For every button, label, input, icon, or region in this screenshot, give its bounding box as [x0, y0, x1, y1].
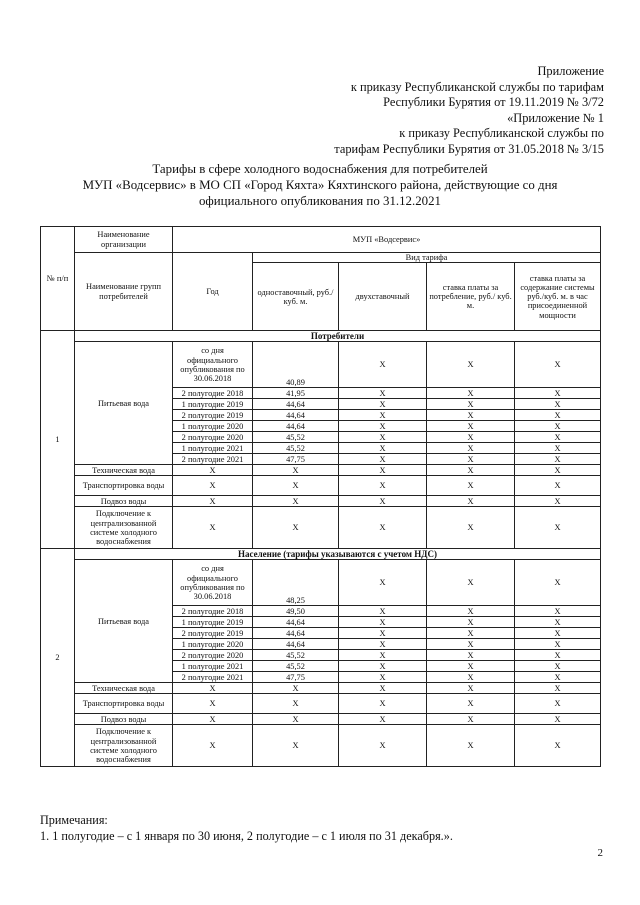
period-cell: 1 полугодие 2019: [173, 617, 253, 628]
two-part-tariff-cell: Х: [339, 650, 427, 661]
one-part-tariff-cell: Х: [253, 714, 339, 725]
one-part-tariff-cell: Х: [253, 476, 339, 496]
rate-consumption-cell: Х: [427, 399, 515, 410]
period-cell: 2 полугодие 2020: [173, 650, 253, 661]
period-cell: 1 полугодие 2021: [173, 661, 253, 672]
period-cell: 2 полугодие 2018: [173, 388, 253, 399]
consumer-group-name: Подвоз воды: [75, 496, 173, 507]
rate-maintenance-cell: Х: [515, 432, 601, 443]
title-line: МУП «Водсервис» в МО СП «Город Кяхта» Кяхтинского района, действующие со дня: [82, 178, 558, 192]
two-part-tariff-cell: Х: [339, 342, 427, 388]
period-cell: Х: [173, 465, 253, 476]
period-cell: Х: [173, 507, 253, 549]
rate-consumption-cell: Х: [427, 560, 515, 606]
table-row: [41, 683, 601, 694]
rate-maintenance-cell: Х: [515, 628, 601, 639]
rate-maintenance-cell: Х: [515, 661, 601, 672]
one-part-tariff-cell: 44,64: [253, 628, 339, 639]
header-two-part: двухставочный: [339, 263, 427, 331]
period-cell: 2 полугодие 2019: [173, 410, 253, 421]
two-part-tariff-cell: Х: [339, 560, 427, 606]
rate-maintenance-cell: Х: [515, 650, 601, 661]
header-line: к приказу Республиканской службы по тарифам: [350, 79, 604, 94]
rate-consumption-cell: Х: [427, 661, 515, 672]
rate-maintenance-cell: Х: [515, 399, 601, 410]
section-header-row: [41, 331, 601, 342]
header-tariff-type: Вид тарифа: [253, 253, 601, 263]
rate-maintenance-cell: Х: [515, 683, 601, 694]
one-part-tariff-cell: 47,75: [253, 672, 339, 683]
rate-consumption-cell: Х: [427, 694, 515, 714]
tariff-table: [40, 226, 601, 767]
period-cell: 2 полугодие 2019: [173, 628, 253, 639]
two-part-tariff-cell: Х: [339, 388, 427, 399]
table-row: [41, 714, 601, 725]
period-cell: Х: [173, 496, 253, 507]
rate-consumption-cell: Х: [427, 476, 515, 496]
consumer-group-drinking-water: Питьевая вода: [75, 560, 173, 683]
one-part-tariff-cell: 44,64: [253, 410, 339, 421]
section-title: Население (тарифы указываются с учетом НДС): [75, 549, 601, 560]
rate-maintenance-cell: Х: [515, 560, 601, 606]
rate-consumption-cell: Х: [427, 410, 515, 421]
table-row: [41, 496, 601, 507]
two-part-tariff-cell: Х: [339, 421, 427, 432]
one-part-tariff-cell: 49,50: [253, 606, 339, 617]
rate-maintenance-cell: Х: [515, 443, 601, 454]
period-cell: Х: [173, 694, 253, 714]
two-part-tariff-cell: Х: [339, 628, 427, 639]
period-cell: Х: [173, 714, 253, 725]
one-part-tariff-cell: Х: [253, 683, 339, 694]
header-line: Республики Бурятия от 19.11.2019 № 3/72: [383, 95, 604, 110]
rate-maintenance-cell: Х: [515, 672, 601, 683]
header-rate-maintenance: ставка платы за содержание системы руб./куб. м. в час присоединенной мощности: [515, 263, 601, 331]
header-number: № п/п: [41, 227, 75, 331]
notes: [40, 812, 453, 844]
rate-consumption-cell: Х: [427, 617, 515, 628]
table-row: [41, 694, 601, 714]
period-cell: со дня официального опубликования по 30.06.2018: [173, 342, 253, 388]
table-row: [41, 476, 601, 496]
one-part-tariff-cell: 45,52: [253, 661, 339, 672]
rate-consumption-cell: Х: [427, 388, 515, 399]
two-part-tariff-cell: Х: [339, 606, 427, 617]
rate-maintenance-cell: Х: [515, 342, 601, 388]
rate-maintenance-cell: Х: [515, 476, 601, 496]
rate-consumption-cell: Х: [427, 432, 515, 443]
period-cell: со дня официального опубликования по 30.06.2018: [173, 560, 253, 606]
two-part-tariff-cell: Х: [339, 476, 427, 496]
two-part-tariff-cell: Х: [339, 410, 427, 421]
rate-consumption-cell: Х: [427, 454, 515, 465]
rate-maintenance-cell: Х: [515, 725, 601, 767]
period-cell: 1 полугодие 2020: [173, 421, 253, 432]
one-part-tariff-cell: 45,52: [253, 443, 339, 454]
rate-consumption-cell: Х: [427, 650, 515, 661]
rate-maintenance-cell: Х: [515, 388, 601, 399]
one-part-tariff-cell: 41,95: [253, 388, 339, 399]
rate-consumption-cell: Х: [427, 714, 515, 725]
two-part-tariff-cell: Х: [339, 714, 427, 725]
rate-maintenance-cell: Х: [515, 465, 601, 476]
rate-consumption-cell: Х: [427, 683, 515, 694]
two-part-tariff-cell: Х: [339, 399, 427, 410]
rate-consumption-cell: Х: [427, 606, 515, 617]
one-part-tariff-cell: 44,64: [253, 639, 339, 650]
period-cell: Х: [173, 725, 253, 767]
rate-maintenance-cell: Х: [515, 639, 601, 650]
title-line: Тарифы в сфере холодного водоснабжения для потребителей: [152, 162, 488, 176]
two-part-tariff-cell: Х: [339, 725, 427, 767]
table-row: [41, 725, 601, 767]
consumer-group-name: Подключение к централизованной системе холодного водоснабжения: [75, 725, 173, 767]
header-consumer-groups: Наименование групп потребителей: [75, 253, 173, 331]
one-part-tariff-cell: 45,52: [253, 650, 339, 661]
two-part-tariff-cell: Х: [339, 496, 427, 507]
rate-consumption-cell: Х: [427, 639, 515, 650]
consumer-group-drinking-water: Питьевая вода: [75, 342, 173, 465]
document-title: [60, 161, 580, 209]
two-part-tariff-cell: Х: [339, 661, 427, 672]
notes-text: 1. 1 полугодие – с 1 января по 30 июня, 2 полугодие – с 1 июля по 31 декабря.».: [40, 829, 453, 843]
title-line: официального опубликования по 31.12.2021: [198, 194, 442, 208]
table-row: [41, 342, 601, 388]
rate-maintenance-cell: Х: [515, 507, 601, 549]
one-part-tariff-cell: 47,75: [253, 454, 339, 465]
one-part-tariff-cell: 48,25: [253, 560, 339, 606]
notes-title: Примечания:: [40, 813, 108, 827]
two-part-tariff-cell: Х: [339, 432, 427, 443]
one-part-tariff-cell: Х: [253, 694, 339, 714]
rate-consumption-cell: Х: [427, 342, 515, 388]
header-rate-consumption: ставка платы за потребление, руб./ куб. м.: [427, 263, 515, 331]
rate-consumption-cell: Х: [427, 725, 515, 767]
rate-consumption-cell: Х: [427, 465, 515, 476]
two-part-tariff-cell: Х: [339, 672, 427, 683]
rate-maintenance-cell: Х: [515, 454, 601, 465]
one-part-tariff-cell: Х: [253, 465, 339, 476]
two-part-tariff-cell: Х: [339, 465, 427, 476]
rate-consumption-cell: Х: [427, 672, 515, 683]
period-cell: 2 полугодие 2020: [173, 432, 253, 443]
rate-consumption-cell: Х: [427, 496, 515, 507]
rate-consumption-cell: Х: [427, 443, 515, 454]
period-cell: 2 полугодие 2021: [173, 672, 253, 683]
rate-maintenance-cell: Х: [515, 421, 601, 432]
rate-consumption-cell: Х: [427, 628, 515, 639]
header-line: тарифам Республики Бурятия от 31.05.2018 № 3/15: [334, 141, 604, 156]
table-row: [41, 560, 601, 606]
consumer-group-name: Техническая вода: [75, 465, 173, 476]
section-header-row: [41, 549, 601, 560]
one-part-tariff-cell: 45,52: [253, 432, 339, 443]
period-cell: 2 полугодие 2018: [173, 606, 253, 617]
consumer-group-name: Транспортировка воды: [75, 476, 173, 496]
period-cell: Х: [173, 683, 253, 694]
consumer-group-name: Техническая вода: [75, 683, 173, 694]
header-line: «Приложение № 1: [507, 110, 604, 125]
section-number: 2: [41, 549, 75, 767]
consumer-group-name: Транспортировка воды: [75, 694, 173, 714]
consumer-group-name: Подключение к централизованной системе холодного водоснабжения: [75, 507, 173, 549]
consumer-group-name: Подвоз воды: [75, 714, 173, 725]
header-one-part: одноставочный, руб./ куб. м.: [253, 263, 339, 331]
rate-maintenance-cell: Х: [515, 606, 601, 617]
two-part-tariff-cell: Х: [339, 454, 427, 465]
one-part-tariff-cell: 44,64: [253, 421, 339, 432]
rate-maintenance-cell: Х: [515, 694, 601, 714]
two-part-tariff-cell: Х: [339, 639, 427, 650]
header-line: к приказу Республиканской службы по: [399, 126, 604, 141]
section-number: 1: [41, 331, 75, 549]
header-year: Год: [173, 253, 253, 331]
two-part-tariff-cell: Х: [339, 683, 427, 694]
rate-maintenance-cell: Х: [515, 617, 601, 628]
one-part-tariff-cell: 44,64: [253, 399, 339, 410]
rate-consumption-cell: Х: [427, 507, 515, 549]
one-part-tariff-cell: 40,89: [253, 342, 339, 388]
two-part-tariff-cell: Х: [339, 443, 427, 454]
one-part-tariff-cell: Х: [253, 507, 339, 549]
period-cell: Х: [173, 476, 253, 496]
one-part-tariff-cell: Х: [253, 725, 339, 767]
two-part-tariff-cell: Х: [339, 507, 427, 549]
header-organization: Наименование организации: [75, 227, 173, 253]
one-part-tariff-cell: 44,64: [253, 617, 339, 628]
header-line: Приложение: [537, 64, 604, 78]
rate-consumption-cell: Х: [427, 421, 515, 432]
period-cell: 2 полугодие 2021: [173, 454, 253, 465]
rate-maintenance-cell: Х: [515, 410, 601, 421]
rate-maintenance-cell: Х: [515, 496, 601, 507]
one-part-tariff-cell: Х: [253, 496, 339, 507]
section-title: Потребители: [75, 331, 601, 342]
period-cell: 1 полугодие 2020: [173, 639, 253, 650]
period-cell: 1 полугодие 2019: [173, 399, 253, 410]
document-header: [244, 64, 604, 158]
table-row: [41, 465, 601, 476]
table-row: [41, 507, 601, 549]
rate-maintenance-cell: Х: [515, 714, 601, 725]
period-cell: 1 полугодие 2021: [173, 443, 253, 454]
header-organization-value: МУП «Водсервис»: [173, 227, 601, 253]
two-part-tariff-cell: Х: [339, 617, 427, 628]
page-number: 2: [597, 847, 603, 859]
two-part-tariff-cell: Х: [339, 694, 427, 714]
